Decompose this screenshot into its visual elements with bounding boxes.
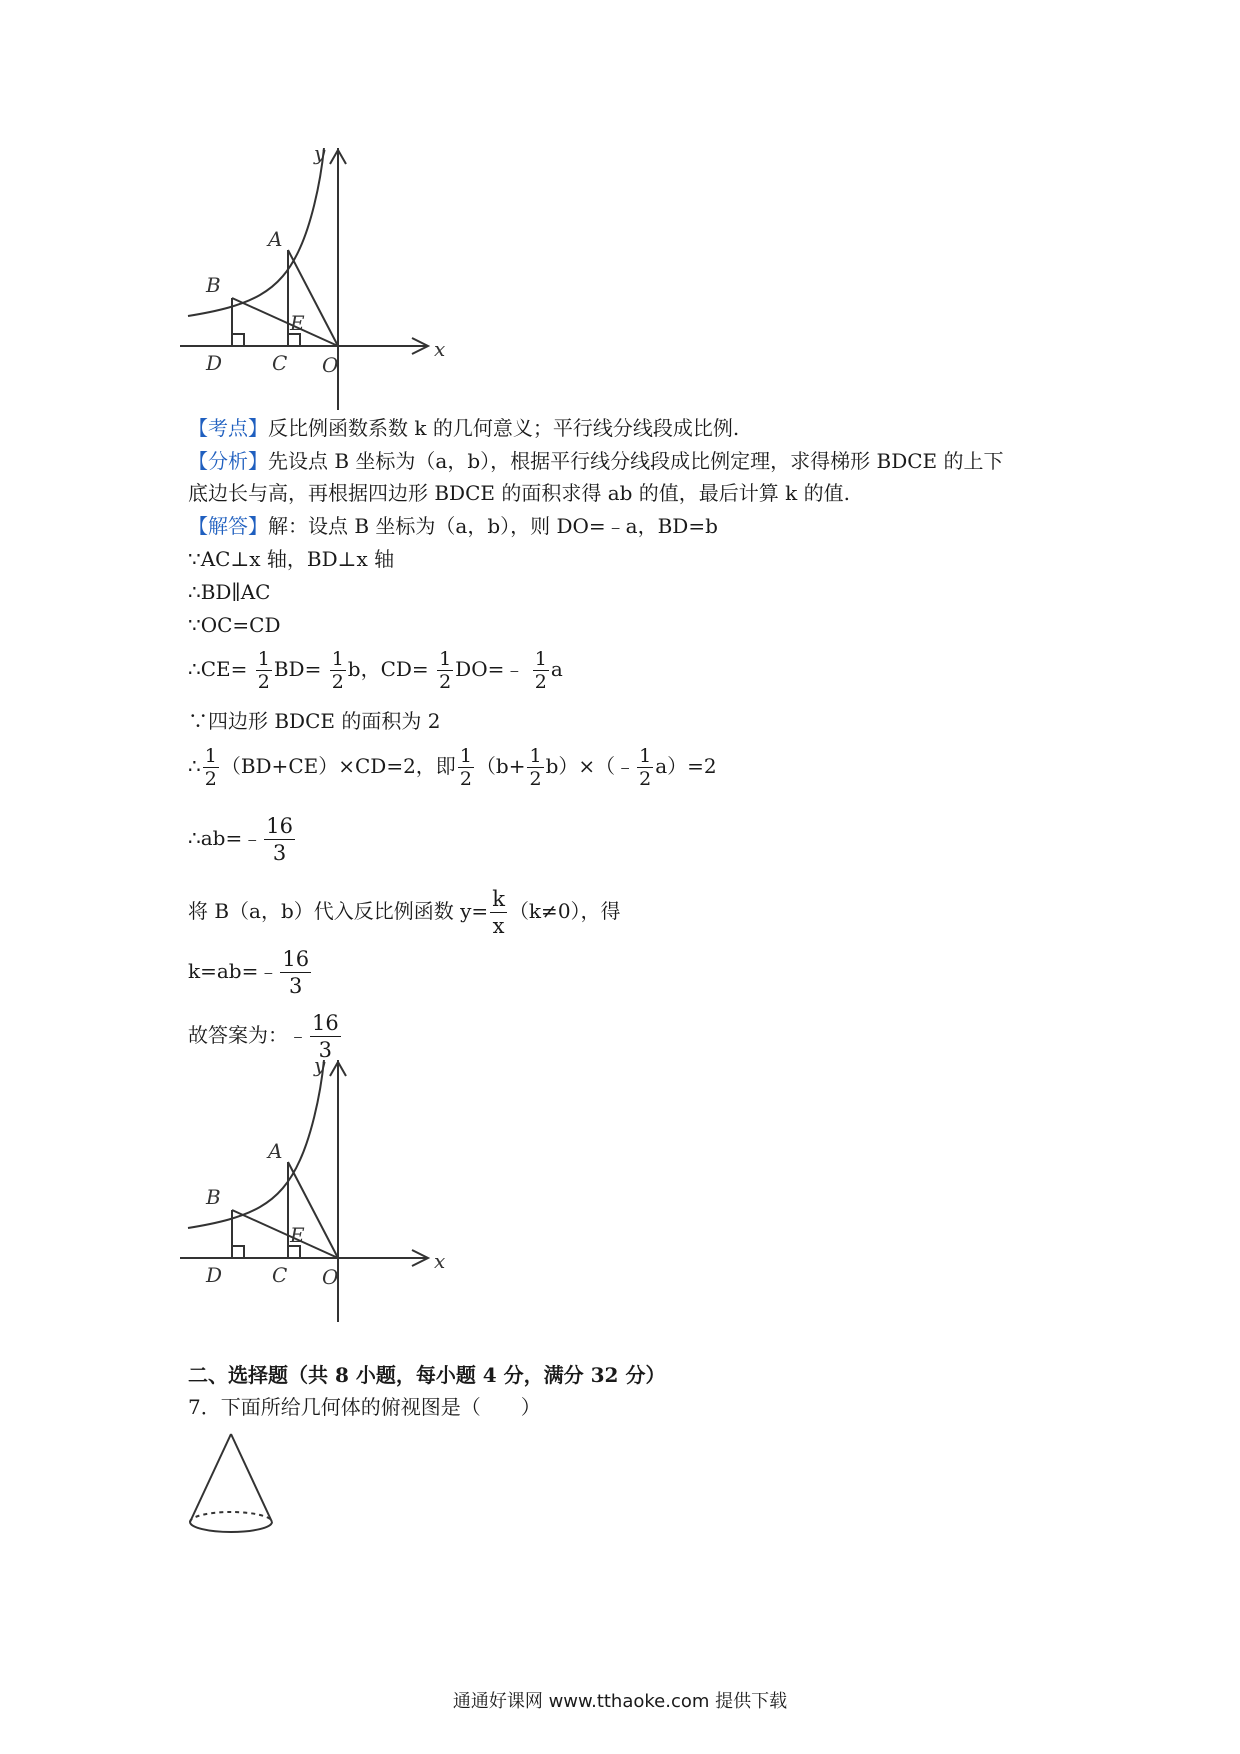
jieda-line-4 xyxy=(188,611,281,639)
fraction-half: $\frac{1}{2}$ xyxy=(529,745,542,790)
label-D: D xyxy=(206,351,223,375)
hyperbola-figure-top xyxy=(180,148,450,410)
jieda-text-1: 解：设点 B 坐标为（a，b），则 DO=﹣a，BD=b xyxy=(268,514,718,538)
label-B: B xyxy=(206,273,221,297)
fraction-half: $\frac{1}{2}$ xyxy=(331,648,344,693)
label-A: A xyxy=(268,227,283,251)
question-7: 7．下面所给几何体的俯视图是（ ） xyxy=(188,1395,541,1419)
l8-a: ∴ab=﹣ xyxy=(188,826,263,850)
fraction-half: $\frac{1}{2}$ xyxy=(439,648,452,693)
fraction-half: $\frac{1}{2}$ xyxy=(459,745,472,790)
section-2-title: 二、选择题（共 8 小题，每小题 4 分，满分 32 分） xyxy=(188,1363,666,1387)
jieda-text-3: ∴BD∥AC xyxy=(188,580,271,604)
jieda-text-6: ∵四边形 BDCE 的面积为 2 xyxy=(188,709,441,733)
jieda-line-2 xyxy=(188,545,394,573)
l9-b: （k≠0），得 xyxy=(508,899,621,923)
label-C: C xyxy=(272,351,288,375)
kaodian-tag: 【考点】 xyxy=(188,416,268,440)
fenxi-text-2: 底边长与高，再根据四边形 BDCE 的面积求得 ab 的值，最后计算 k 的值. xyxy=(188,481,850,505)
jieda-text-4: ∵OC=CD xyxy=(188,613,281,637)
l7-b: （BD+CE）×CD=2，即 xyxy=(220,754,456,778)
label-E: E xyxy=(290,311,305,335)
fraction-half: $\frac{1}{2}$ xyxy=(534,648,547,693)
label-y: y xyxy=(314,1060,326,1077)
fraction-k-over-x: $\frac{k}{x}$ xyxy=(492,887,505,938)
jieda-line-5 xyxy=(188,648,563,693)
jieda-tag: 【解答】 xyxy=(188,514,268,538)
jieda-line-7 xyxy=(188,745,717,790)
label-O: O xyxy=(322,353,339,377)
label-y: y xyxy=(314,148,326,165)
fenxi-line-1 xyxy=(188,447,1004,475)
footer-credit: 通通好课网 www.tthaoke.com 提供下载 xyxy=(452,1691,788,1712)
l7-a: ∴ xyxy=(188,754,201,778)
jieda-line-9 xyxy=(188,886,621,939)
label-A: A xyxy=(268,1139,283,1163)
label-E: E xyxy=(290,1223,305,1247)
jieda-line-10 xyxy=(188,946,313,999)
cone-figure xyxy=(186,1432,276,1536)
l11-a: 故答案为：﹣ xyxy=(188,1023,308,1047)
l7-c: （b+ xyxy=(475,754,526,778)
kaodian-text: 反比例函数系数 k 的几何意义；平行线分线段成比例. xyxy=(268,416,740,440)
fenxi-tag: 【分析】 xyxy=(188,449,268,473)
label-D: D xyxy=(206,1263,223,1287)
jieda-line-8 xyxy=(188,813,297,866)
kaodian-line xyxy=(188,414,739,442)
fraction-16-3: $\frac{16}{3}$ xyxy=(266,814,293,865)
jieda-line-1 xyxy=(188,512,718,540)
fraction-half: $\frac{1}{2}$ xyxy=(257,648,270,693)
l5-e: a xyxy=(550,657,563,681)
fraction-half: $\frac{1}{2}$ xyxy=(639,745,652,790)
l7-d: b）×（﹣ xyxy=(545,754,636,778)
fraction-16-3: $\frac{16}{3}$ xyxy=(282,947,310,998)
label-C: C xyxy=(272,1263,288,1287)
l9-a: 将 B（a，b）代入反比例函数 y= xyxy=(188,899,489,923)
l5-b: BD= xyxy=(273,657,322,681)
hyperbola-figure-bottom xyxy=(180,1060,450,1322)
label-O: O xyxy=(322,1265,339,1289)
label-B: B xyxy=(206,1185,221,1209)
l5-a: ∴CE= xyxy=(188,657,248,681)
l10-a: k=ab=﹣ xyxy=(188,959,279,983)
jieda-line-3 xyxy=(188,578,270,606)
label-x: x xyxy=(434,1249,446,1273)
l5-c: b，CD= xyxy=(347,657,429,681)
l7-e: a）=2 xyxy=(655,754,717,778)
fraction-16-3: $\frac{16}{3}$ xyxy=(312,1011,339,1062)
jieda-line-6 xyxy=(188,707,440,735)
label-x: x xyxy=(434,337,446,361)
fenxi-line-2 xyxy=(188,479,850,507)
jieda-text-2: ∵AC⊥x 轴，BD⊥x 轴 xyxy=(188,547,395,571)
fraction-half: $\frac{1}{2}$ xyxy=(204,745,217,790)
jieda-line-11 xyxy=(188,1010,343,1063)
l5-d: DO=﹣ xyxy=(455,657,525,681)
fenxi-text-1: 先设点 B 坐标为（a，b），根据平行线分线段成比例定理，求得梯形 BDCE 的上下 xyxy=(268,449,1004,473)
